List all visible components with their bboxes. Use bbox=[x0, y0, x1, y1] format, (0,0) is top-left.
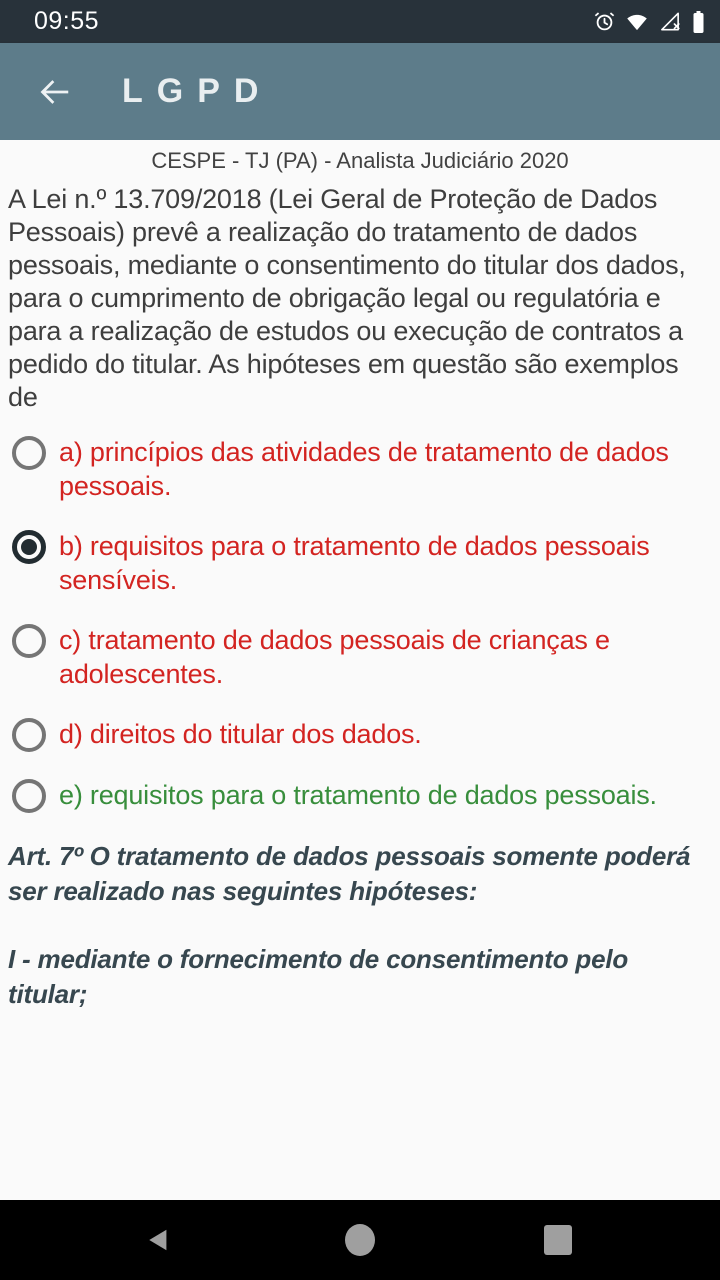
battery-icon bbox=[691, 10, 706, 34]
nav-home-button[interactable] bbox=[345, 1224, 375, 1256]
option-label[interactable]: a) princípios das atividades de tratamento de dados pessoais. bbox=[59, 437, 669, 501]
alarm-icon bbox=[593, 10, 616, 33]
app-title: LGPD bbox=[122, 72, 273, 110]
option-row-d[interactable] bbox=[8, 717, 712, 752]
wifi-icon bbox=[625, 10, 649, 33]
clock: 09:55 bbox=[34, 7, 100, 35]
radio-button-icon[interactable] bbox=[12, 779, 46, 813]
arrow-left-icon bbox=[35, 73, 73, 111]
option-label[interactable]: b) requisitos para o tratamento de dados pessoais sensíveis. bbox=[59, 531, 650, 595]
nav-recents-button[interactable] bbox=[544, 1225, 572, 1255]
question-text: A Lei n.º 13.709/2018 (Lei Geral de Proteção de Dados Pessoais) prevê a realização do tratamento de dados pessoais, mediante o consentimento do titular dos dados, para o cumprimento de obrigação legal ou regulatória e para a realização de estudos ou execução de contratos a pedido do titular. As hipóteses em questão são exemplos de bbox=[8, 184, 686, 412]
question-source: CESPE - TJ (PA) - Analista Judiciário 2020 bbox=[151, 148, 569, 173]
explanation-paragraph: I - mediante o fornecimento de consentimento pelo titular; bbox=[8, 944, 629, 1009]
radio-button-icon[interactable] bbox=[12, 530, 46, 564]
option-label[interactable]: e) requisitos para o tratamento de dados pessoais. bbox=[59, 780, 657, 810]
navigation-bar bbox=[0, 1200, 720, 1280]
radio-button-icon[interactable] bbox=[12, 436, 46, 470]
app-bar bbox=[0, 43, 720, 140]
radio-button-icon[interactable] bbox=[12, 718, 46, 752]
home-circle-icon bbox=[345, 1224, 375, 1256]
status-icons bbox=[593, 10, 706, 34]
status-bar bbox=[0, 0, 720, 43]
back-triangle-icon bbox=[146, 1224, 174, 1256]
option-label[interactable]: d) direitos do titular dos dados. bbox=[59, 719, 422, 749]
option-row-e[interactable] bbox=[8, 778, 712, 813]
option-row-b[interactable] bbox=[8, 529, 712, 597]
no-signal-icon bbox=[658, 10, 682, 33]
options-list bbox=[8, 435, 712, 813]
option-row-c[interactable] bbox=[8, 623, 712, 691]
back-button[interactable] bbox=[30, 68, 78, 116]
question-content bbox=[0, 140, 720, 1200]
recents-square-icon bbox=[544, 1225, 572, 1255]
explanation-paragraph: Art. 7º O tratamento de dados pessoais somente poderá ser realizado nas seguintes hipóteses: bbox=[8, 841, 691, 906]
option-row-a[interactable] bbox=[8, 435, 712, 503]
nav-back-button[interactable] bbox=[146, 1224, 174, 1256]
option-label[interactable]: c) tratamento de dados pessoais de crianças e adolescentes. bbox=[59, 625, 610, 689]
radio-button-icon[interactable] bbox=[12, 624, 46, 658]
explanation-block bbox=[8, 839, 712, 1012]
